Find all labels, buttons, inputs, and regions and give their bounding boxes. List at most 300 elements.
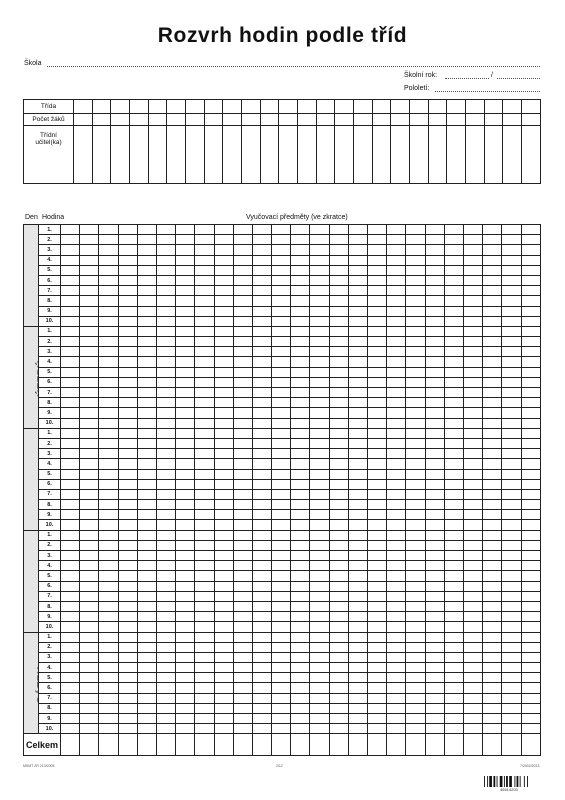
schedule-cell[interactable]	[195, 377, 214, 387]
schedule-cell[interactable]	[329, 673, 348, 683]
schedule-cell[interactable]	[502, 479, 521, 489]
schedule-cell[interactable]	[368, 337, 387, 347]
schedule-cell[interactable]	[291, 622, 310, 632]
schedule-cell[interactable]	[463, 326, 482, 336]
schedule-cell[interactable]	[463, 683, 482, 693]
schedule-cell[interactable]	[176, 428, 195, 438]
schedule-cell[interactable]	[80, 489, 99, 499]
total-cell[interactable]	[99, 734, 118, 756]
schedule-cell[interactable]	[406, 703, 425, 713]
schedule-cell[interactable]	[406, 479, 425, 489]
schedule-cell[interactable]	[329, 225, 348, 235]
schedule-cell[interactable]	[291, 703, 310, 713]
schedule-cell[interactable]	[310, 652, 329, 662]
schedule-cell[interactable]	[406, 225, 425, 235]
class-teacher-row-cell[interactable]	[298, 126, 317, 184]
schedule-cell[interactable]	[137, 469, 156, 479]
schedule-cell[interactable]	[406, 612, 425, 622]
schedule-cell[interactable]	[156, 337, 175, 347]
schedule-cell[interactable]	[214, 489, 233, 499]
schedule-cell[interactable]	[272, 581, 291, 591]
schedule-cell[interactable]	[425, 388, 444, 398]
schedule-cell[interactable]	[387, 337, 406, 347]
schedule-cell[interactable]	[444, 286, 463, 296]
pupil-count-row-cell[interactable]	[242, 114, 261, 126]
schedule-cell[interactable]	[176, 510, 195, 520]
schedule-cell[interactable]	[233, 347, 252, 357]
schedule-cell[interactable]	[502, 530, 521, 540]
schedule-cell[interactable]	[444, 622, 463, 632]
schedule-cell[interactable]	[195, 469, 214, 479]
schedule-cell[interactable]	[118, 418, 137, 428]
schedule-cell[interactable]	[329, 510, 348, 520]
schedule-cell[interactable]	[214, 663, 233, 673]
schedule-cell[interactable]	[444, 703, 463, 713]
schedule-cell[interactable]	[176, 663, 195, 673]
schedule-cell[interactable]	[233, 326, 252, 336]
schedule-cell[interactable]	[521, 326, 540, 336]
class-row-cell[interactable]	[484, 100, 503, 114]
schedule-cell[interactable]	[444, 245, 463, 255]
schedule-cell[interactable]	[444, 652, 463, 662]
schedule-cell[interactable]	[195, 255, 214, 265]
schedule-cell[interactable]	[118, 479, 137, 489]
schedule-cell[interactable]	[214, 459, 233, 469]
schedule-cell[interactable]	[61, 540, 80, 550]
schedule-cell[interactable]	[348, 265, 367, 275]
schedule-cell[interactable]	[425, 703, 444, 713]
schedule-cell[interactable]	[329, 286, 348, 296]
schedule-cell[interactable]	[463, 479, 482, 489]
schedule-cell[interactable]	[233, 275, 252, 285]
schedule-cell[interactable]	[425, 612, 444, 622]
total-cell[interactable]	[195, 734, 214, 756]
schedule-cell[interactable]	[156, 286, 175, 296]
schedule-cell[interactable]	[444, 530, 463, 540]
schedule-cell[interactable]	[272, 449, 291, 459]
pupil-count-row-cell[interactable]	[74, 114, 93, 126]
schedule-cell[interactable]	[61, 703, 80, 713]
schedule-cell[interactable]	[291, 398, 310, 408]
schedule-cell[interactable]	[99, 489, 118, 499]
schedule-cell[interactable]	[137, 306, 156, 316]
schedule-cell[interactable]	[463, 663, 482, 673]
schedule-cell[interactable]	[483, 500, 502, 510]
schedule-cell[interactable]	[310, 581, 329, 591]
schedule-cell[interactable]	[272, 275, 291, 285]
schedule-cell[interactable]	[195, 663, 214, 673]
schedule-cell[interactable]	[176, 551, 195, 561]
class-row-cell[interactable]	[298, 100, 317, 114]
schedule-cell[interactable]	[80, 500, 99, 510]
class-row-cell[interactable]	[503, 100, 522, 114]
schedule-cell[interactable]	[195, 479, 214, 489]
school-field[interactable]	[47, 60, 540, 67]
schedule-cell[interactable]	[329, 489, 348, 499]
schedule-cell[interactable]	[291, 347, 310, 357]
schedule-cell[interactable]	[329, 357, 348, 367]
schedule-cell[interactable]	[291, 479, 310, 489]
schedule-cell[interactable]	[483, 724, 502, 734]
schedule-cell[interactable]	[483, 652, 502, 662]
schedule-cell[interactable]	[118, 265, 137, 275]
schedule-cell[interactable]	[61, 714, 80, 724]
schedule-cell[interactable]	[483, 530, 502, 540]
schedule-cell[interactable]	[156, 245, 175, 255]
schedule-cell[interactable]	[195, 530, 214, 540]
total-cell[interactable]	[387, 734, 406, 756]
schedule-cell[interactable]	[252, 326, 271, 336]
schedule-cell[interactable]	[291, 520, 310, 530]
schedule-cell[interactable]	[406, 275, 425, 285]
schedule-cell[interactable]	[521, 551, 540, 561]
schedule-cell[interactable]	[195, 673, 214, 683]
schedule-cell[interactable]	[118, 286, 137, 296]
schedule-cell[interactable]	[252, 510, 271, 520]
schedule-cell[interactable]	[156, 316, 175, 326]
pupil-count-row-cell[interactable]	[372, 114, 391, 126]
schedule-cell[interactable]	[463, 520, 482, 530]
schedule-cell[interactable]	[502, 347, 521, 357]
schedule-cell[interactable]	[329, 337, 348, 347]
schedule-cell[interactable]	[521, 469, 540, 479]
pupil-count-row-cell[interactable]	[484, 114, 503, 126]
schedule-cell[interactable]	[502, 612, 521, 622]
schedule-cell[interactable]	[176, 326, 195, 336]
schedule-cell[interactable]	[368, 225, 387, 235]
schedule-cell[interactable]	[252, 561, 271, 571]
pupil-count-row-cell[interactable]	[335, 114, 354, 126]
schedule-cell[interactable]	[310, 622, 329, 632]
schedule-cell[interactable]	[463, 612, 482, 622]
schedule-cell[interactable]	[233, 500, 252, 510]
schedule-cell[interactable]	[521, 652, 540, 662]
schedule-cell[interactable]	[156, 673, 175, 683]
schedule-cell[interactable]	[80, 377, 99, 387]
schedule-cell[interactable]	[156, 703, 175, 713]
schedule-cell[interactable]	[99, 622, 118, 632]
schedule-cell[interactable]	[368, 652, 387, 662]
class-row-cell[interactable]	[260, 100, 279, 114]
schedule-cell[interactable]	[137, 449, 156, 459]
schedule-cell[interactable]	[137, 632, 156, 642]
schedule-cell[interactable]	[406, 520, 425, 530]
schedule-cell[interactable]	[99, 632, 118, 642]
schedule-cell[interactable]	[252, 489, 271, 499]
schedule-cell[interactable]	[310, 540, 329, 550]
schedule-cell[interactable]	[137, 235, 156, 245]
schedule-cell[interactable]	[80, 601, 99, 611]
schedule-cell[interactable]	[521, 530, 540, 540]
schedule-cell[interactable]	[214, 428, 233, 438]
schedule-cell[interactable]	[368, 693, 387, 703]
schedule-cell[interactable]	[118, 561, 137, 571]
schedule-cell[interactable]	[425, 459, 444, 469]
schedule-cell[interactable]	[214, 622, 233, 632]
schedule-cell[interactable]	[406, 469, 425, 479]
schedule-cell[interactable]	[425, 581, 444, 591]
schedule-cell[interactable]	[118, 530, 137, 540]
schedule-cell[interactable]	[521, 693, 540, 703]
schedule-cell[interactable]	[214, 530, 233, 540]
schedule-cell[interactable]	[348, 235, 367, 245]
schedule-cell[interactable]	[252, 551, 271, 561]
schedule-cell[interactable]	[99, 306, 118, 316]
schedule-cell[interactable]	[61, 306, 80, 316]
schedule-cell[interactable]	[521, 622, 540, 632]
schedule-cell[interactable]	[99, 418, 118, 428]
schedule-cell[interactable]	[252, 337, 271, 347]
school-year-end-field[interactable]	[497, 72, 540, 79]
schedule-cell[interactable]	[137, 703, 156, 713]
schedule-cell[interactable]	[272, 286, 291, 296]
schedule-cell[interactable]	[368, 459, 387, 469]
schedule-cell[interactable]	[463, 408, 482, 418]
schedule-cell[interactable]	[368, 530, 387, 540]
schedule-cell[interactable]	[137, 357, 156, 367]
schedule-cell[interactable]	[483, 245, 502, 255]
schedule-cell[interactable]	[425, 693, 444, 703]
schedule-cell[interactable]	[387, 571, 406, 581]
schedule-cell[interactable]	[348, 551, 367, 561]
class-row-cell[interactable]	[111, 100, 130, 114]
schedule-cell[interactable]	[156, 438, 175, 448]
schedule-cell[interactable]	[80, 652, 99, 662]
schedule-cell[interactable]	[348, 428, 367, 438]
schedule-cell[interactable]	[425, 418, 444, 428]
schedule-cell[interactable]	[406, 581, 425, 591]
schedule-cell[interactable]	[80, 367, 99, 377]
schedule-cell[interactable]	[329, 561, 348, 571]
pupil-count-row-cell[interactable]	[410, 114, 429, 126]
schedule-cell[interactable]	[444, 581, 463, 591]
schedule-cell[interactable]	[368, 265, 387, 275]
schedule-cell[interactable]	[444, 663, 463, 673]
class-teacher-row-cell[interactable]	[522, 126, 541, 184]
total-cell[interactable]	[406, 734, 425, 756]
schedule-cell[interactable]	[80, 265, 99, 275]
schedule-cell[interactable]	[214, 306, 233, 316]
schedule-cell[interactable]	[387, 316, 406, 326]
schedule-cell[interactable]	[176, 591, 195, 601]
schedule-cell[interactable]	[444, 489, 463, 499]
pupil-count-row-cell[interactable]	[260, 114, 279, 126]
pupil-count-row-cell[interactable]	[316, 114, 335, 126]
schedule-cell[interactable]	[252, 571, 271, 581]
schedule-cell[interactable]	[252, 601, 271, 611]
schedule-cell[interactable]	[118, 520, 137, 530]
schedule-cell[interactable]	[444, 673, 463, 683]
schedule-cell[interactable]	[156, 408, 175, 418]
schedule-cell[interactable]	[118, 306, 137, 316]
schedule-cell[interactable]	[502, 286, 521, 296]
schedule-cell[interactable]	[233, 642, 252, 652]
schedule-cell[interactable]	[233, 510, 252, 520]
schedule-cell[interactable]	[329, 428, 348, 438]
schedule-cell[interactable]	[80, 693, 99, 703]
schedule-cell[interactable]	[387, 642, 406, 652]
schedule-cell[interactable]	[329, 581, 348, 591]
schedule-cell[interactable]	[176, 235, 195, 245]
schedule-cell[interactable]	[80, 642, 99, 652]
schedule-cell[interactable]	[406, 316, 425, 326]
schedule-cell[interactable]	[521, 296, 540, 306]
schedule-cell[interactable]	[425, 245, 444, 255]
schedule-cell[interactable]	[463, 693, 482, 703]
schedule-cell[interactable]	[156, 296, 175, 306]
schedule-cell[interactable]	[80, 520, 99, 530]
schedule-cell[interactable]	[195, 347, 214, 357]
schedule-cell[interactable]	[195, 520, 214, 530]
schedule-cell[interactable]	[406, 540, 425, 550]
schedule-cell[interactable]	[387, 408, 406, 418]
schedule-cell[interactable]	[329, 683, 348, 693]
schedule-cell[interactable]	[329, 571, 348, 581]
schedule-cell[interactable]	[291, 255, 310, 265]
schedule-cell[interactable]	[329, 275, 348, 285]
schedule-cell[interactable]	[310, 388, 329, 398]
schedule-cell[interactable]	[329, 408, 348, 418]
schedule-cell[interactable]	[99, 551, 118, 561]
schedule-cell[interactable]	[348, 418, 367, 428]
total-cell[interactable]	[425, 734, 444, 756]
schedule-cell[interactable]	[156, 225, 175, 235]
schedule-cell[interactable]	[329, 326, 348, 336]
schedule-cell[interactable]	[291, 500, 310, 510]
schedule-cell[interactable]	[156, 500, 175, 510]
schedule-cell[interactable]	[463, 500, 482, 510]
schedule-cell[interactable]	[463, 337, 482, 347]
schedule-cell[interactable]	[195, 601, 214, 611]
schedule-cell[interactable]	[214, 510, 233, 520]
schedule-cell[interactable]	[291, 530, 310, 540]
schedule-cell[interactable]	[272, 347, 291, 357]
schedule-cell[interactable]	[176, 296, 195, 306]
schedule-cell[interactable]	[99, 714, 118, 724]
schedule-cell[interactable]	[444, 408, 463, 418]
schedule-cell[interactable]	[195, 245, 214, 255]
schedule-cell[interactable]	[272, 703, 291, 713]
schedule-cell[interactable]	[252, 520, 271, 530]
pupil-count-row-cell[interactable]	[279, 114, 298, 126]
schedule-cell[interactable]	[483, 703, 502, 713]
schedule-cell[interactable]	[329, 540, 348, 550]
schedule-cell[interactable]	[137, 510, 156, 520]
schedule-cell[interactable]	[387, 326, 406, 336]
schedule-cell[interactable]	[214, 418, 233, 428]
schedule-cell[interactable]	[368, 438, 387, 448]
schedule-cell[interactable]	[80, 357, 99, 367]
schedule-cell[interactable]	[291, 632, 310, 642]
schedule-cell[interactable]	[502, 377, 521, 387]
schedule-cell[interactable]	[272, 530, 291, 540]
schedule-cell[interactable]	[80, 438, 99, 448]
total-cell[interactable]	[463, 734, 482, 756]
schedule-cell[interactable]	[329, 255, 348, 265]
schedule-cell[interactable]	[310, 408, 329, 418]
class-teacher-row-cell[interactable]	[372, 126, 391, 184]
schedule-cell[interactable]	[483, 489, 502, 499]
schedule-cell[interactable]	[272, 632, 291, 642]
schedule-cell[interactable]	[99, 469, 118, 479]
schedule-cell[interactable]	[118, 714, 137, 724]
schedule-cell[interactable]	[118, 591, 137, 601]
schedule-cell[interactable]	[118, 326, 137, 336]
schedule-cell[interactable]	[387, 296, 406, 306]
schedule-cell[interactable]	[502, 561, 521, 571]
schedule-cell[interactable]	[252, 286, 271, 296]
schedule-cell[interactable]	[252, 398, 271, 408]
schedule-cell[interactable]	[463, 245, 482, 255]
schedule-cell[interactable]	[195, 306, 214, 316]
schedule-cell[interactable]	[483, 275, 502, 285]
schedule-cell[interactable]	[483, 296, 502, 306]
schedule-cell[interactable]	[176, 388, 195, 398]
schedule-cell[interactable]	[368, 275, 387, 285]
schedule-cell[interactable]	[425, 225, 444, 235]
schedule-cell[interactable]	[233, 296, 252, 306]
schedule-cell[interactable]	[310, 673, 329, 683]
schedule-cell[interactable]	[310, 418, 329, 428]
schedule-cell[interactable]	[214, 612, 233, 622]
schedule-cell[interactable]	[425, 377, 444, 387]
schedule-cell[interactable]	[176, 540, 195, 550]
schedule-cell[interactable]	[348, 500, 367, 510]
schedule-cell[interactable]	[176, 673, 195, 683]
schedule-cell[interactable]	[61, 724, 80, 734]
class-row-cell[interactable]	[148, 100, 167, 114]
schedule-cell[interactable]	[463, 632, 482, 642]
schedule-cell[interactable]	[444, 520, 463, 530]
schedule-cell[interactable]	[310, 438, 329, 448]
schedule-cell[interactable]	[521, 724, 540, 734]
schedule-cell[interactable]	[252, 367, 271, 377]
schedule-cell[interactable]	[118, 683, 137, 693]
class-row-cell[interactable]	[372, 100, 391, 114]
schedule-cell[interactable]	[195, 428, 214, 438]
schedule-cell[interactable]	[444, 632, 463, 642]
schedule-cell[interactable]	[99, 255, 118, 265]
schedule-cell[interactable]	[252, 652, 271, 662]
schedule-cell[interactable]	[444, 724, 463, 734]
schedule-cell[interactable]	[156, 469, 175, 479]
schedule-cell[interactable]	[406, 724, 425, 734]
schedule-cell[interactable]	[348, 398, 367, 408]
schedule-cell[interactable]	[214, 693, 233, 703]
schedule-cell[interactable]	[291, 316, 310, 326]
schedule-cell[interactable]	[329, 500, 348, 510]
schedule-cell[interactable]	[406, 561, 425, 571]
schedule-cell[interactable]	[176, 347, 195, 357]
schedule-cell[interactable]	[348, 367, 367, 377]
schedule-cell[interactable]	[156, 398, 175, 408]
schedule-cell[interactable]	[252, 632, 271, 642]
schedule-cell[interactable]	[368, 306, 387, 316]
schedule-cell[interactable]	[118, 612, 137, 622]
schedule-cell[interactable]	[214, 673, 233, 683]
schedule-cell[interactable]	[137, 571, 156, 581]
schedule-cell[interactable]	[291, 265, 310, 275]
schedule-cell[interactable]	[463, 724, 482, 734]
schedule-cell[interactable]	[99, 347, 118, 357]
schedule-cell[interactable]	[425, 652, 444, 662]
total-cell[interactable]	[233, 734, 252, 756]
schedule-cell[interactable]	[99, 388, 118, 398]
schedule-cell[interactable]	[444, 275, 463, 285]
schedule-cell[interactable]	[444, 449, 463, 459]
schedule-cell[interactable]	[329, 398, 348, 408]
schedule-cell[interactable]	[99, 296, 118, 306]
